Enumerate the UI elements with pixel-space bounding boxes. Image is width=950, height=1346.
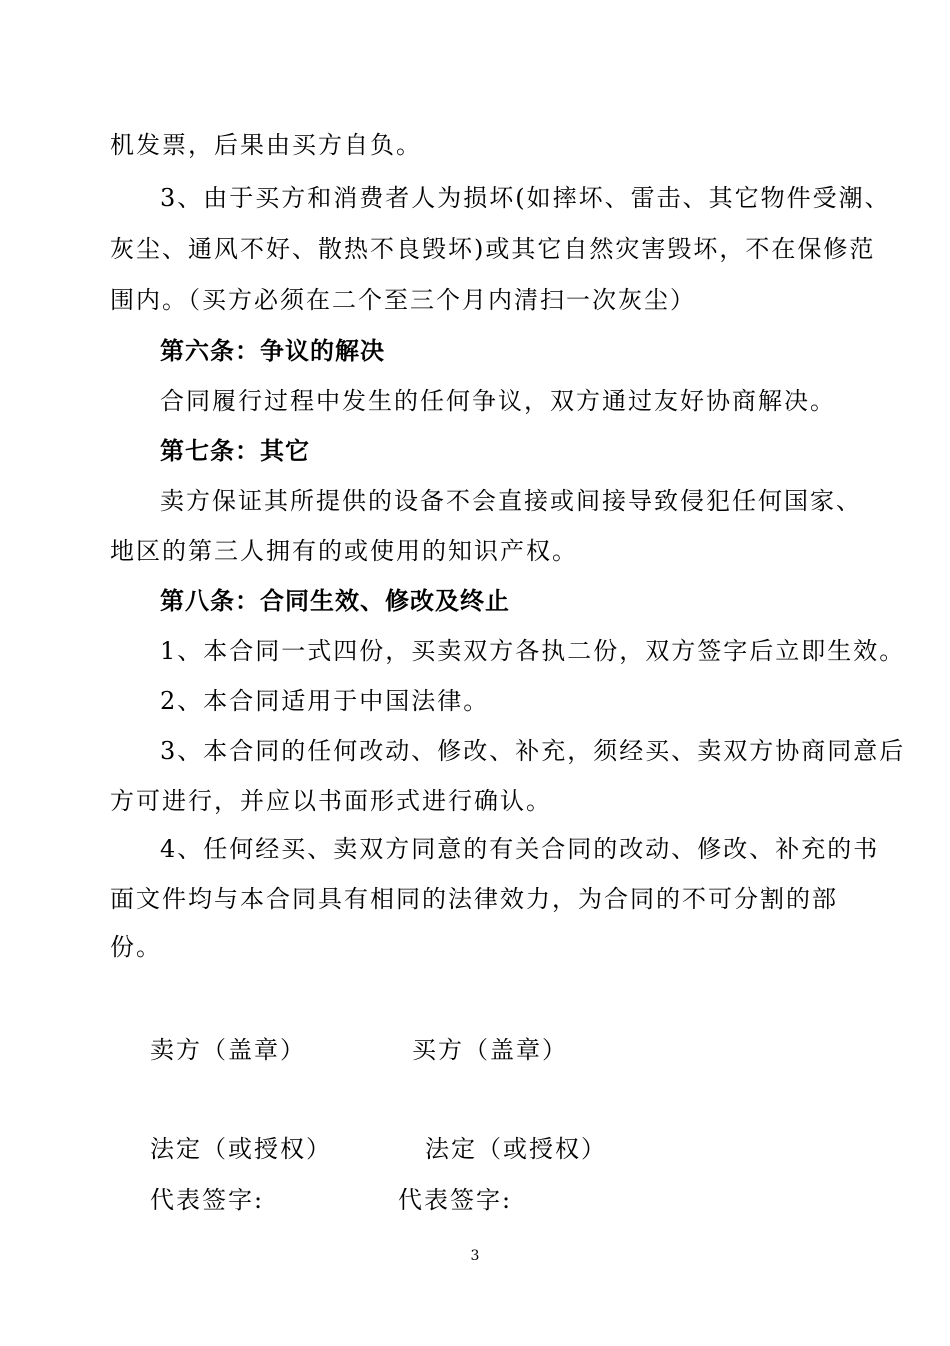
page-number: 3 bbox=[470, 1248, 480, 1264]
buyer-seal-label: 买方（盖章） bbox=[412, 1036, 568, 1064]
section-heading-7: 第七条：其它 bbox=[160, 437, 310, 465]
section-heading-8: 第八条：合同生效、修改及终止 bbox=[160, 587, 510, 615]
paragraph-line: 1、本合同一式四份，买卖双方各执二份，双方签字后立即生效。 bbox=[160, 637, 906, 665]
paragraph-line: 机发票，后果由买方自负。 bbox=[110, 131, 422, 159]
paragraph-line: 2、本合同适用于中国法律。 bbox=[160, 687, 490, 715]
seller-seal-label: 卖方（盖章） bbox=[150, 1036, 306, 1064]
paragraph-line: 4、任何经买、卖双方同意的有关合同的改动、修改、补充的书 bbox=[160, 835, 880, 863]
paragraph-line: 围内。（买方必须在二个至三个月内清扫一次灰尘） bbox=[110, 286, 696, 314]
paragraph-line: 卖方保证其所提供的设备不会直接或间接导致侵犯任何国家、 bbox=[160, 487, 862, 515]
paragraph-line: 3、本合同的任何改动、修改、补充，须经买、卖双方协商同意后 bbox=[160, 737, 906, 765]
paragraph-line: 地区的第三人拥有的或使用的知识产权。 bbox=[110, 537, 578, 565]
paragraph-line: 方可进行，并应以书面形式进行确认。 bbox=[110, 787, 552, 815]
buyer-signature-label: 代表签字: bbox=[398, 1186, 513, 1214]
paragraph-line: 面文件均与本合同具有相同的法律效力，为合同的不可分割的部 bbox=[110, 885, 838, 913]
paragraph-line: 份。 bbox=[110, 933, 162, 961]
seller-legal-label: 法定（或授权） bbox=[150, 1135, 332, 1163]
seller-signature-label: 代表签字: bbox=[150, 1186, 265, 1214]
paragraph-line: 合同履行过程中发生的任何争议，双方通过友好协商解决。 bbox=[160, 387, 836, 415]
buyer-legal-label: 法定（或授权） bbox=[425, 1135, 607, 1163]
paragraph-line: 灰尘、通风不好、散热不良毁坏)或其它自然灾害毁坏，不在保修范 bbox=[110, 235, 876, 263]
paragraph-line: 3、由于买方和消费者人为损坏(如摔坏、雷击、其它物件受潮、 bbox=[160, 184, 891, 212]
section-heading-6: 第六条：争议的解决 bbox=[160, 337, 385, 365]
